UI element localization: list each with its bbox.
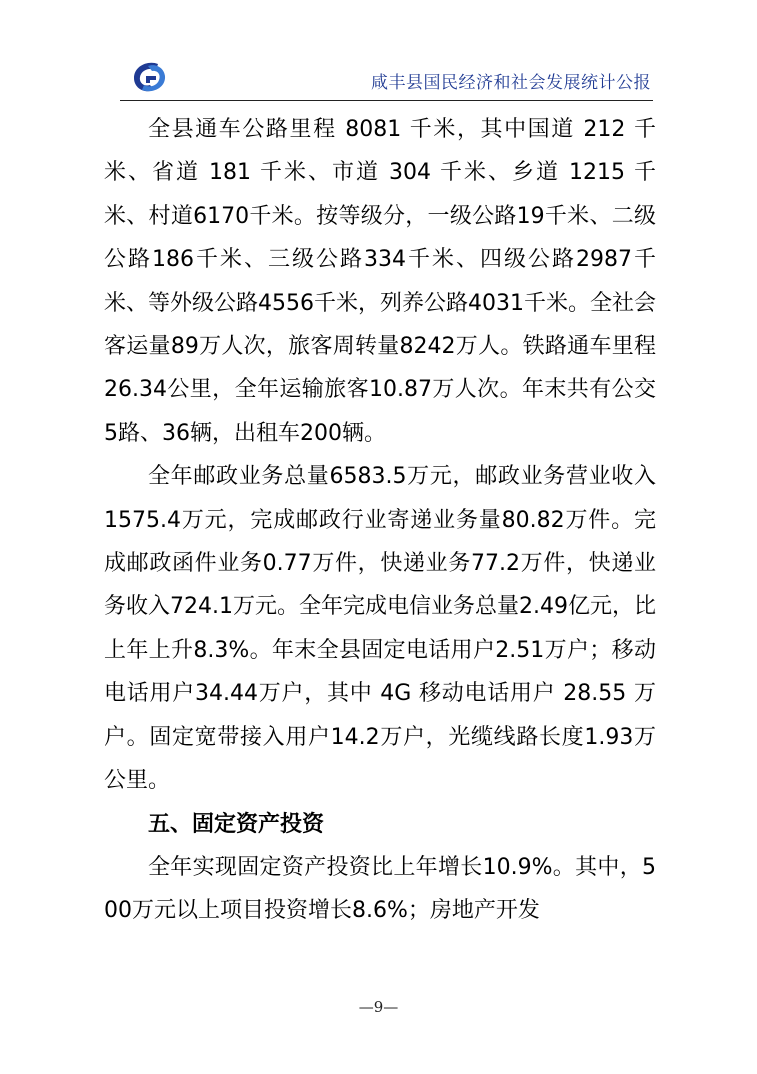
page-number: —9— bbox=[358, 998, 399, 1016]
paragraph-transport: 全县通车公路里程 8081 千米，其中国道 212 千米、省道 181 千米、市道 304 千米、乡道 1215 千米、村道6170千米。按等级分，一级公路19千米、二级公路186千米、三级公路334千米、四级公路2987千米、等外级公路4556千米，列养公路4031千米。全社会客运量89万人次，旅客周转量8242万人。铁路通车里程26.34公里，全年运输旅客10.87万人次。年末共有公交5路、36辆，出租车200辆。 bbox=[104, 117, 656, 446]
page-header bbox=[120, 58, 653, 102]
section-heading-fixed-assets: 五、固定资产投资 bbox=[148, 811, 325, 837]
report-title: 咸丰县国民经济和社会发展统计公报 bbox=[371, 73, 651, 93]
paragraph-postal-telecom: 全年邮政业务总量6583.5万元，邮政业务营业收入1575.4万元，完成邮政行业寄递业务量80.82万件。完成邮政函件业务0.77万件，快递业务77.2万件，快递业务收入724.1万元。全年完成电信业务总量2.49亿元，比上年上升8.3%。年末全县固定电话用户2.51万户；移动电话用户34.44万户，其中 4G 移动电话用户 28.55 万户。固定宽带接入用户14.2万户，光缆线路长度1.93万公里。 bbox=[104, 464, 656, 794]
report-logo-icon bbox=[128, 58, 170, 98]
paragraph-fixed-assets: 全年实现固定资产投资比上年增长10.9%。其中，500万元以上项目投资增长8.6%；房地产开发 bbox=[104, 854, 656, 924]
header-divider bbox=[120, 100, 653, 101]
document-body bbox=[104, 108, 656, 933]
